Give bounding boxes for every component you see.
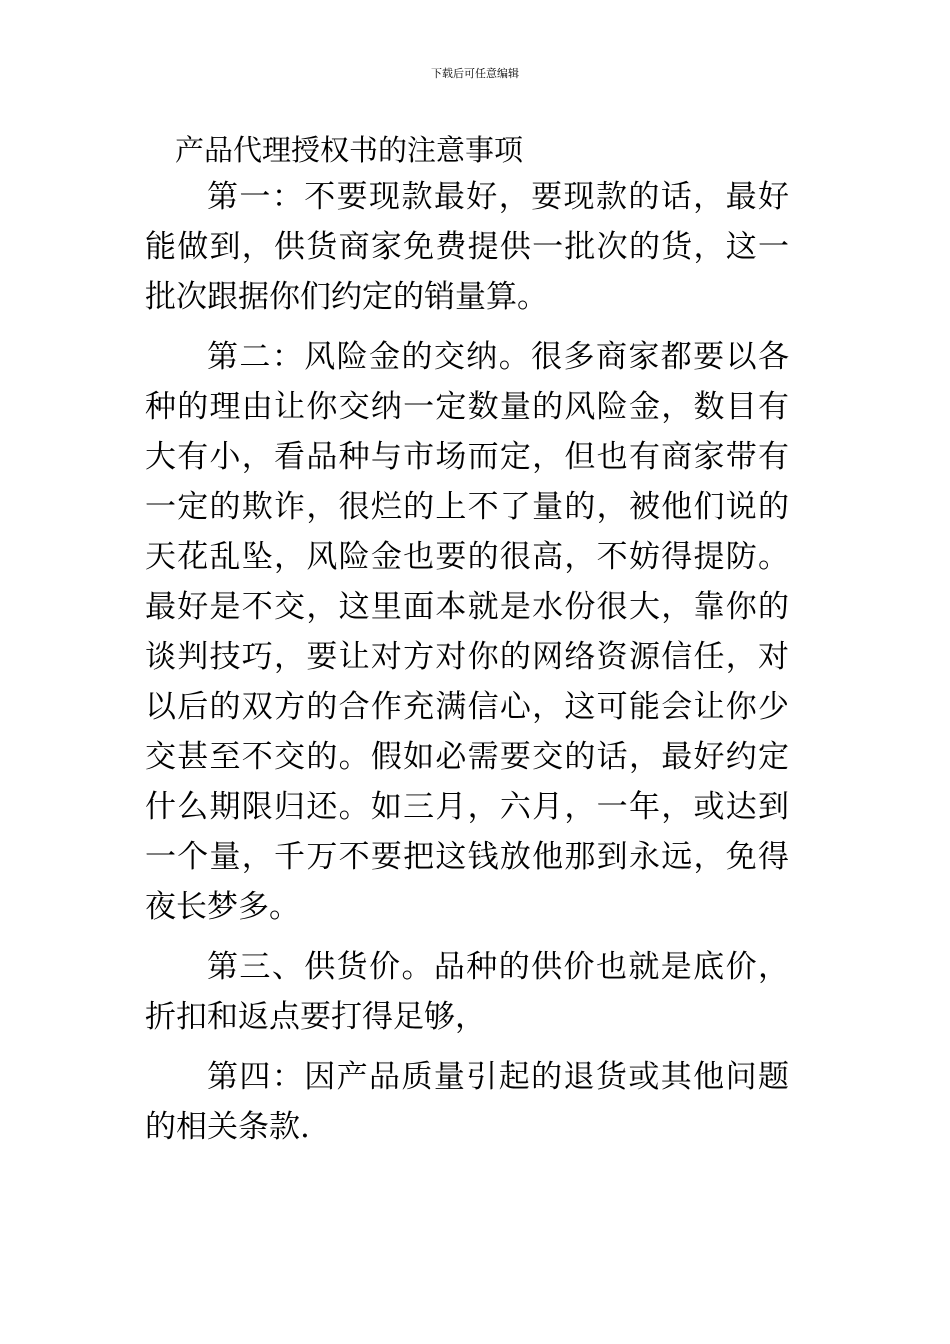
document-body [145,128,789,1162]
document-title: 产品代理授权书的注意事项 [175,133,524,167]
paragraph-3: 第三、供货价。品种的供价也就是底价，折扣和返点要打得足够， [145,949,789,1035]
paragraph-4: 第四：因产品质量引起的退货或其他问题的相关条款. [145,1059,789,1145]
paragraph-1: 第一：不要现款最好，要现款的话，最好能做到，供货商家免费提供一批次的货，这一批次跟据你们约定的销量算。 [145,179,789,315]
page-header: 下载后可任意编辑 [431,67,519,80]
paragraph-2: 第二：风险金的交纳。很多商家都要以各种的理由让你交纳一定数量的风险金，数目有大有小，看品种与市场而定，但也有商家带有一定的欺诈，很烂的上不了量的，被他们说的天花乱坠，风险金也要的很高，不妨得提防。最好是不交，这里面本就是水份很大，靠你的谈判技巧，要让对方对你的网络资源信任，对以后的双方的合作充满信心，这可能会让你少交甚至不交的。假如必需要交的话，最好约定什么期限归还。如三月，六月，一年，或达到一个量，千万不要把这钱放他那到永远，免得夜长梦多。 [145,339,789,925]
